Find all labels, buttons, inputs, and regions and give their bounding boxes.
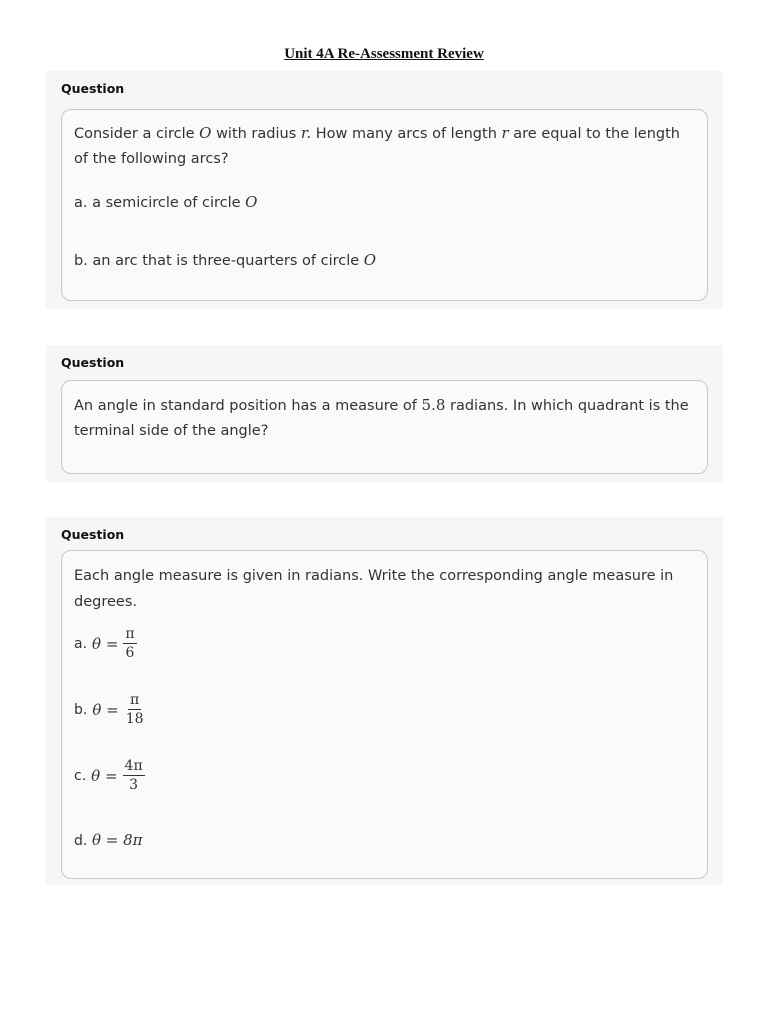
question-text-line-2: terminal side of the angle? — [74, 423, 269, 439]
question-card — [61, 380, 708, 474]
question-panel-3 — [46, 517, 723, 885]
fraction: $\frac{\pi}{6}$ — [125, 626, 135, 661]
question-label: Question — [61, 81, 125, 96]
question-part-a: a. θ = $\frac{\pi}{6}$ — [74, 626, 135, 661]
question-part-c: c. θ = $\frac{4\pi}{3}$ — [74, 758, 143, 793]
fraction: $\frac{4\pi}{3}$ — [124, 758, 143, 793]
question-text-line-2: of the following arcs? — [74, 151, 229, 167]
question-text-line-1: Consider a circle O with radius r. How many arcs of length r are equal to the length — [74, 124, 680, 142]
question-label: Question — [61, 355, 125, 370]
question-part-a: a. a semicircle of circle O — [74, 193, 258, 211]
question-panel-1 — [46, 71, 723, 309]
question-part-b: b. an arc that is three-quarters of circle O — [74, 251, 377, 269]
question-text-line-1: Each angle measure is given in radians. Write the corresponding angle measure in — [74, 568, 674, 584]
fraction: $\frac{\pi}{18}$ — [125, 692, 144, 727]
question-text-line-2: degrees. — [74, 594, 137, 610]
question-card — [61, 109, 708, 301]
question-text-line-1: An angle in standard position has a measure of 5.8 radians. In which quadrant is the — [74, 396, 689, 414]
question-panel-2 — [46, 345, 723, 482]
page-title: Unit 4A Re-Assessment Review — [284, 46, 484, 62]
question-part-d: d. θ = 8π — [74, 831, 143, 849]
question-part-b: b. θ = $\frac{\pi}{18}$ — [74, 692, 144, 727]
question-card — [61, 550, 708, 879]
question-label: Question — [61, 527, 125, 542]
